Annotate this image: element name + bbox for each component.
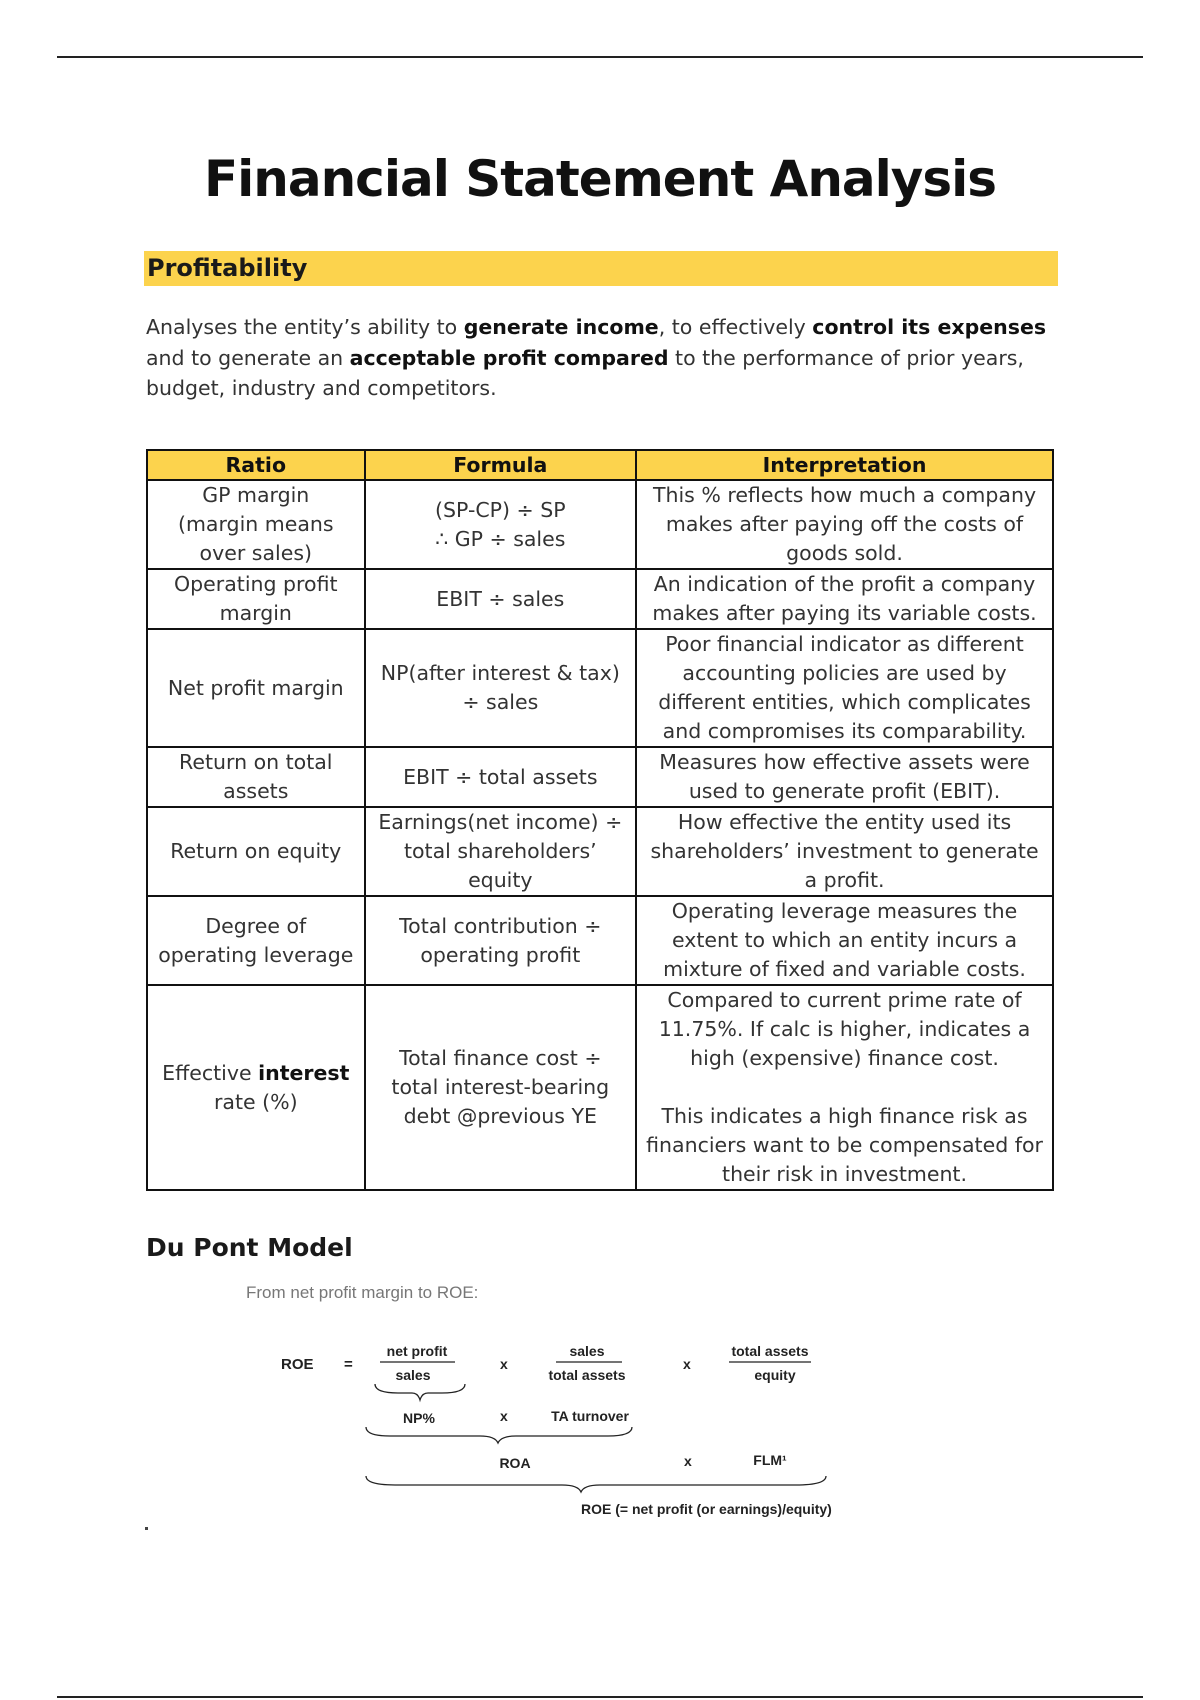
intro-paragraph: [146, 312, 1076, 404]
intro-text: and to generate an: [146, 345, 350, 370]
table-header-row: [147, 450, 1053, 480]
ratio-text: Return on equity: [170, 839, 342, 863]
cell-formula: EBIT ÷ sales: [365, 569, 636, 629]
roe-label: ROE: [281, 1356, 314, 1373]
table-row: [147, 569, 1053, 629]
fraction1-denominator: sales: [395, 1367, 431, 1383]
section-header-profitability: [144, 251, 1058, 286]
equals-sign: =: [344, 1356, 353, 1373]
cell-interpretation: Measures how effective assets were used to generate profit (EBIT).: [636, 747, 1053, 807]
table-row: [147, 629, 1053, 747]
ratio-text: rate (%): [213, 1089, 298, 1114]
header-ratio: Ratio: [147, 450, 365, 480]
intro-emphasis: control its expenses: [812, 315, 1047, 339]
times-sign-4: x: [684, 1453, 692, 1469]
fraction2-numerator: sales: [569, 1343, 605, 1359]
dupont-diagram: [150, 1272, 850, 1532]
intro-text: to the performance of prior years, budget, industry and competitors.: [146, 345, 1024, 400]
intro-text: , to effectively: [658, 315, 813, 339]
cell-ratio: [147, 629, 365, 747]
top-rule: [57, 56, 1143, 58]
section-title: Profitability: [147, 254, 308, 282]
cell-interpretation: Poor financial indicator as different accounting policies are used by different entities, which complicates and compromises its comparability.: [636, 629, 1053, 747]
cell-ratio: [147, 985, 365, 1190]
cell-interpretation: This % reflects how much a company makes after paying off the costs of goods sold.: [636, 480, 1053, 569]
fraction1-numerator: net profit: [386, 1343, 448, 1359]
fraction3-numerator: total assets: [731, 1343, 809, 1359]
times-sign-1: x: [500, 1356, 508, 1372]
stray-dot: [145, 1527, 148, 1530]
fraction2-denominator: total assets: [548, 1367, 626, 1383]
ratio-text: Net profit margin: [167, 675, 344, 700]
table-row: [147, 807, 1053, 896]
ratio-text: Operating profit margin: [174, 572, 338, 625]
cell-interpretation: An indication of the profit a company makes after paying its variable costs.: [636, 569, 1053, 629]
ratios-table: [146, 449, 1054, 1191]
brace-np: [375, 1384, 465, 1400]
cell-ratio: [147, 896, 365, 985]
cell-interpretation: Compared to current prime rate of 11.75%. If calc is higher, indicates a high (expensive) finance cost. This indicates a high finance risk as financiers want to be compensated for their risk in investment.: [636, 985, 1053, 1190]
ta-turnover-label: TA turnover: [551, 1408, 629, 1424]
table-row: [147, 896, 1053, 985]
cell-ratio: [147, 480, 365, 569]
flm-label: FLM¹: [753, 1452, 787, 1468]
roe-definition: ROE (= net profit (or earnings)/equity): [581, 1501, 832, 1517]
cell-formula: Earnings(net income) ÷ total shareholders’ equity: [365, 807, 636, 896]
cell-ratio: [147, 807, 365, 896]
cell-ratio: [147, 747, 365, 807]
fraction3-denominator: equity: [754, 1367, 796, 1383]
cell-formula: Total finance cost ÷ total interest-bearing debt @previous YE: [365, 985, 636, 1190]
ratio-text: interest: [258, 1060, 350, 1085]
ratio-text: Degree of operating leverage: [158, 913, 354, 967]
header-interpretation: Interpretation: [636, 450, 1053, 480]
cell-formula: EBIT ÷ total assets: [365, 747, 636, 807]
cell-ratio: [147, 569, 365, 629]
cell-interpretation: How effective the entity used its shareholders’ investment to generate a profit.: [636, 807, 1053, 896]
brace-roa: [366, 1427, 632, 1443]
bottom-rule: [57, 1696, 1143, 1698]
table-row: [147, 747, 1053, 807]
page-title: Financial Statement Analysis: [203, 150, 997, 208]
roa-label: ROA: [499, 1455, 531, 1471]
cell-formula: NP(after interest & tax) ÷ sales: [365, 629, 636, 747]
intro-emphasis: generate income: [463, 315, 659, 339]
brace-roe: [366, 1476, 826, 1492]
table-row: [147, 985, 1053, 1190]
dupont-caption: From net profit margin to ROE:: [246, 1283, 479, 1302]
dupont-heading: Du Pont Model: [146, 1233, 353, 1262]
times-sign-2: x: [683, 1356, 691, 1372]
cell-interpretation: Operating leverage measures the extent to which an entity incurs a mixture of fixed and variable costs.: [636, 896, 1053, 985]
intro-text: Analyses the entity’s ability to: [146, 315, 464, 339]
times-sign-3: x: [500, 1408, 508, 1424]
header-formula: Formula: [365, 450, 636, 480]
ratio-text: Return on total assets: [179, 750, 333, 803]
ratio-text: GP margin (margin means over sales): [177, 483, 334, 565]
table-row: [147, 480, 1053, 569]
ratio-text: Effective: [162, 1060, 259, 1085]
np-percent-label: NP%: [403, 1410, 435, 1426]
cell-formula: Total contribution ÷ operating profit: [365, 896, 636, 985]
cell-formula: (SP-CP) ÷ SP ∴ GP ÷ sales: [365, 480, 636, 569]
intro-emphasis: acceptable profit compared: [349, 345, 669, 370]
